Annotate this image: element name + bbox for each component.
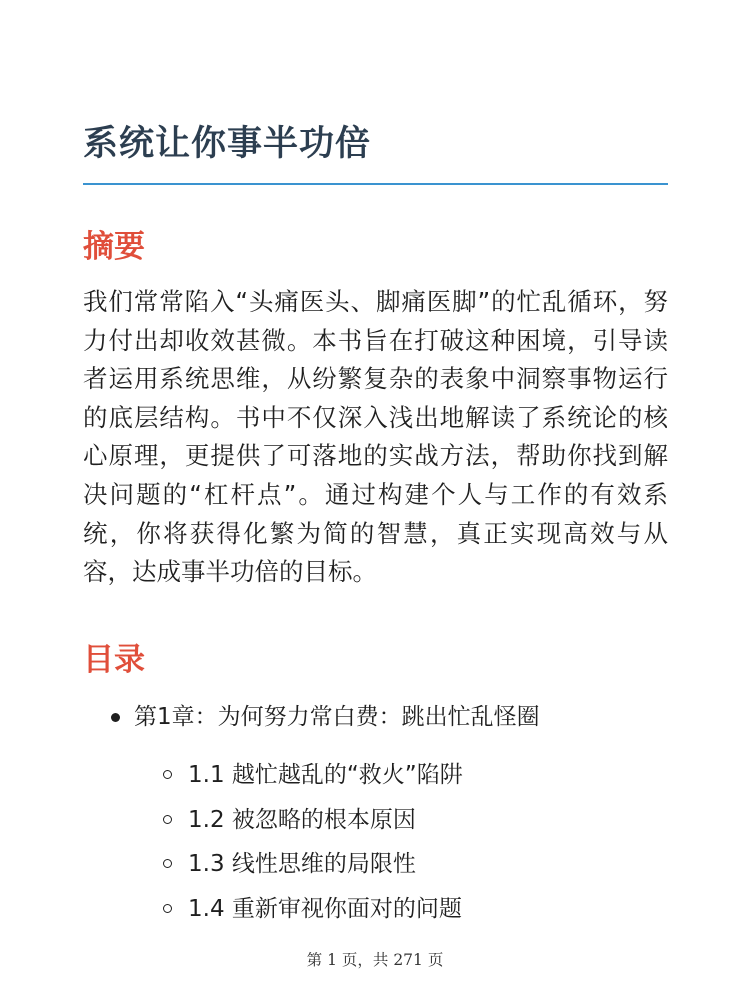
toc-section-list xyxy=(83,753,668,931)
toc-section-label: 1.3 线性思维的局限性 xyxy=(188,851,416,877)
toc-section-1-4[interactable] xyxy=(83,887,668,932)
hollow-bullet-icon xyxy=(163,770,172,779)
toc-section-label: 1.2 被忽略的根本原因 xyxy=(188,806,416,833)
toc-chapter-label: 第1章：为何努力常白费：跳出忙乱怪圈 xyxy=(134,704,540,730)
table-of-contents xyxy=(83,697,668,931)
page-number-footer: 第 1 页，共 271 页 xyxy=(306,951,444,969)
hollow-bullet-icon xyxy=(163,904,172,913)
toc-section-1-3[interactable] xyxy=(83,842,668,887)
toc-chapter-1[interactable] xyxy=(83,697,668,931)
document-page xyxy=(83,0,668,1000)
toc-heading: 目录 xyxy=(83,642,145,678)
hollow-bullet-icon xyxy=(163,815,172,824)
hollow-bullet-icon xyxy=(163,859,172,868)
toc-section-label: 1.1 越忙越乱的“救火”陷阱 xyxy=(188,762,463,788)
title-divider xyxy=(83,183,668,185)
abstract-heading: 摘要 xyxy=(83,229,145,265)
page-title: 系统让你事半功倍 xyxy=(83,124,372,164)
filled-bullet-icon xyxy=(111,713,120,722)
toc-section-1-1[interactable] xyxy=(83,753,668,798)
toc-section-label: 1.4 重新审视你面对的问题 xyxy=(188,895,462,922)
abstract-paragraph: 我们常常陷入“头痛医头、脚痛医脚”的忙乱循环，努力付出却收效甚微。本书旨在打破这种困境，引导读者运用系统思维，从纷繁复杂的表象中洞察事物运行的底层结构。书中不仅深入浅出地解读了系统论的核心原理，更提供了可落地的实战方法，帮助你找到解决问题的“杠杆点”。通过构建个人与工作的有效系统，你将获得化繁为简的智慧，真正实现高效与从容，达成事半功倍的目标。 xyxy=(83,287,668,587)
toc-section-1-2[interactable] xyxy=(83,798,668,843)
